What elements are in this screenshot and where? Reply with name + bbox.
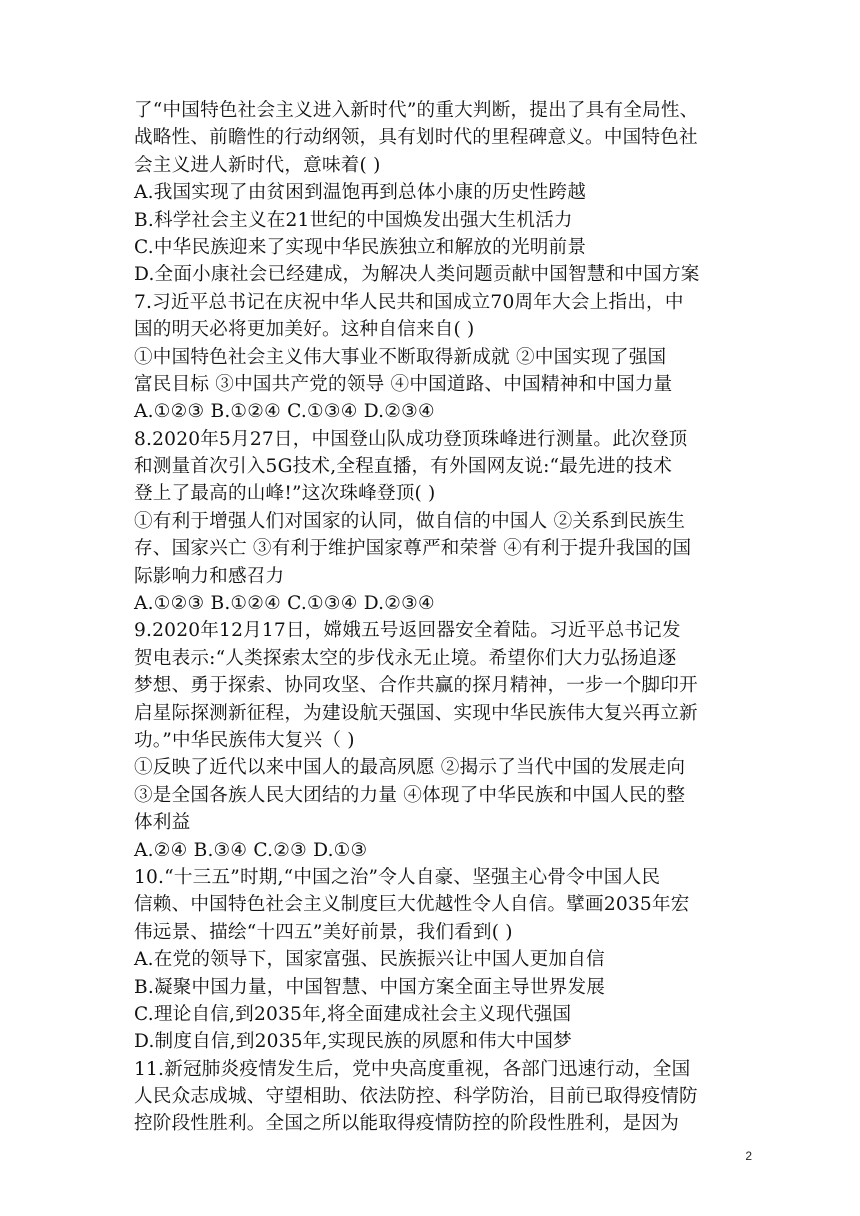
option-line: B.科学社会主义在21世纪的中国焕发出强大生机活力 bbox=[134, 209, 573, 231]
option-line: A.在党的领导下，国家富强、民族振兴让中国人更加自信 bbox=[134, 949, 605, 971]
question-line: 8.2020年5月27日，中国登山队成功登顶珠峰进行测量。此次登顶 bbox=[134, 428, 688, 450]
text-line: 功。”中华民族伟大复兴（ ) bbox=[134, 729, 355, 751]
page-body bbox=[134, 97, 734, 1138]
text-line: 和测量首次引入5G技术,全程直播，有外国网友说:“最先进的技术 bbox=[134, 456, 673, 478]
statement-line: ③是全国各族人民大团结的力量 ④体现了中华民族和中国人民的整 bbox=[134, 784, 686, 806]
answer-options: A.②④ B.③④ C.②③ D.①③ bbox=[134, 839, 368, 861]
text-line: 信赖、中国特色社会主义制度巨大优越性令人自信。擘画2035年宏 bbox=[134, 894, 690, 916]
option-line: D.全面小康社会已经建成，为解决人类问题贡献中国智慧和中国方案 bbox=[134, 264, 700, 286]
option-line: D.制度自信,到2035年,实现民族的夙愿和伟大中国梦 bbox=[134, 1031, 572, 1053]
question-line: 9.2020年12月17日，嫦娥五号返回器安全着陆。习近平总书记发 bbox=[134, 620, 681, 642]
option-line: C.中华民族迎来了实现中华民族独立和解放的光明前景 bbox=[134, 236, 587, 258]
text-line: 人民众志成城、守望相助、依法防控、科学防治，目前已取得疫情防 bbox=[134, 1086, 698, 1108]
page-number: 2 bbox=[745, 1149, 752, 1163]
answer-options: A.①②③ B.①②④ C.①③④ D.②③④ bbox=[134, 401, 435, 423]
question-line: 11.新冠肺炎疫情发生后，党中央高度重视，各部门迅速行动，全国 bbox=[134, 1058, 691, 1080]
text-line: 会主义进人新时代，意味着( ) bbox=[134, 154, 381, 176]
statement-line: 富民目标 ③中国共产党的领导 ④中国道路、中国精神和中国力量 bbox=[134, 373, 673, 395]
text-line: 了“中国特色社会主义进入新时代”的重大判断，提出了具有全局性、 bbox=[134, 100, 699, 121]
text-line: 战略性、前瞻性的行动纲领，具有划时代的里程碑意义。中国特色社 bbox=[134, 127, 698, 149]
statement-line: ①反映了近代以来中国人的最高夙愿 ②揭示了当代中国的发展走向 bbox=[134, 757, 686, 779]
question-line: 10.“十三五”时期,“中国之治”令人自豪、坚强主心骨令中国人民 bbox=[134, 866, 661, 888]
option-line: C.理论自信,到2035年,将全面建成社会主义现代强国 bbox=[134, 1003, 572, 1025]
text-line: 伟远景、描绘“十四五”美好前景，我们看到( ) bbox=[134, 921, 513, 943]
text-line: 控阶段性胜利。全国之所以能取得疫情防控的阶段性胜利，是因为 bbox=[134, 1113, 680, 1135]
answer-options: A.①②③ B.①②④ C.①③④ D.②③④ bbox=[134, 593, 435, 615]
text-line: 登上了最高的山峰!”这次珠峰登顶( ) bbox=[134, 483, 436, 505]
text-line: 梦想、勇于探索、协同攻坚、合作共赢的探月精神，一步一个脚印开 bbox=[134, 675, 698, 697]
statement-line: ①中国特色社会主义伟大事业不断取得新成就 ②中国实现了强国 bbox=[134, 346, 667, 368]
statement-line: 存、国家兴亡 ③有利于维护国家尊严和荣誉 ④有利于提升我国的国 bbox=[134, 538, 692, 560]
question-line: 7.习近平总书记在庆祝中华人民共和国成立70周年大会上指出，中 bbox=[134, 291, 684, 313]
option-line: B.凝聚中国力量，中国智慧、中国方案全面主导世界发展 bbox=[134, 976, 606, 998]
statement-line: ①有利于增强人们对国家的认同，做自信的中国人 ②关系到民族生 bbox=[134, 510, 686, 532]
option-line: A.我国实现了由贫困到温饱再到总体小康的历史性跨越 bbox=[134, 182, 586, 204]
statement-line: 际影响力和感召力 bbox=[134, 565, 285, 587]
statement-line: 体利益 bbox=[134, 812, 191, 834]
text-line: 国的明天必将更加美好。这种自信来自( ) bbox=[134, 319, 475, 341]
text-line: 启星际探测新征程，为建设航天强国、实现中华民族伟大复兴再立新 bbox=[134, 702, 698, 724]
text-line: 贺电表示:“人类探索太空的步伐永无止境。希望你们大力弘扬追逐 bbox=[134, 647, 677, 669]
